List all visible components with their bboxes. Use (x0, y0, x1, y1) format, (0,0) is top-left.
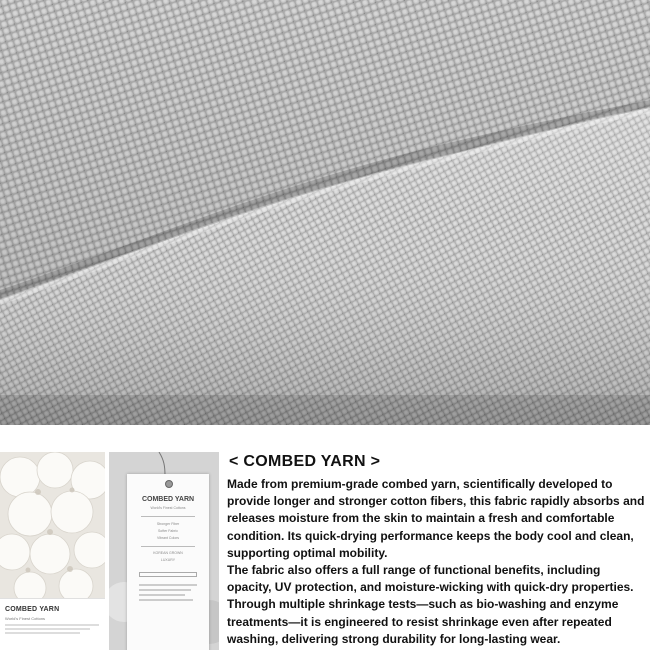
tag-feature-1: Stronger Fiber (156, 522, 180, 526)
section-description (227, 476, 647, 648)
description-paragraph-1: Made from premium-grade combed yarn, scientifically developed to provide longer and stronger cotton fibers, this fabric rapidly absorbs and releases moisture from the skin to maintain a fresh and comfortable condition. Its quick-drying performance keeps the body cool and clean, supporting optimal mobility. (227, 477, 645, 560)
cotton-thumbnail (0, 452, 105, 650)
tag-fine-print (139, 599, 193, 601)
tag-origin: KOREAN GROWN (153, 551, 183, 555)
tag-feature-3: Vibrant Colors (156, 536, 180, 540)
section-heading: < COMBED YARN > (229, 453, 381, 470)
tag-title: COMBED YARN (141, 496, 195, 503)
combed-yarn-section (0, 425, 650, 650)
hang-tag-thumbnail (109, 452, 219, 650)
tag-fine-print (139, 594, 185, 596)
tag-feature-2: Softer Fabric (157, 529, 179, 533)
cotton-card-title: COMBED YARN (5, 606, 60, 613)
tag-hole-icon (165, 480, 173, 488)
tag-divider (141, 516, 195, 517)
tag-care-box (139, 572, 197, 577)
tag-divider (141, 546, 195, 547)
description-paragraph-2: The fabric also offers a full range of functional benefits, including opacity, UV protection, and moisture-wicking with quick-dry properties. Through multiple shrinkage tests—such as bio-washing and enzyme treatments—it is engineered to resist shrinkage even after repeated washing, delivering strong durability for long-lasting wear. (227, 563, 634, 646)
hang-tag (127, 474, 209, 650)
tag-fine-print (139, 584, 197, 586)
cotton-card-subtitle: World's Finest Cottons (5, 616, 46, 621)
tag-subtitle: World's Finest Cottons (150, 506, 186, 510)
tag-grade: LUXURY (160, 558, 176, 562)
cotton-info-card (0, 598, 105, 650)
cotton-card-fine-print (5, 624, 99, 634)
tag-fine-print (139, 589, 191, 591)
cotton-bolls-image (0, 452, 105, 598)
